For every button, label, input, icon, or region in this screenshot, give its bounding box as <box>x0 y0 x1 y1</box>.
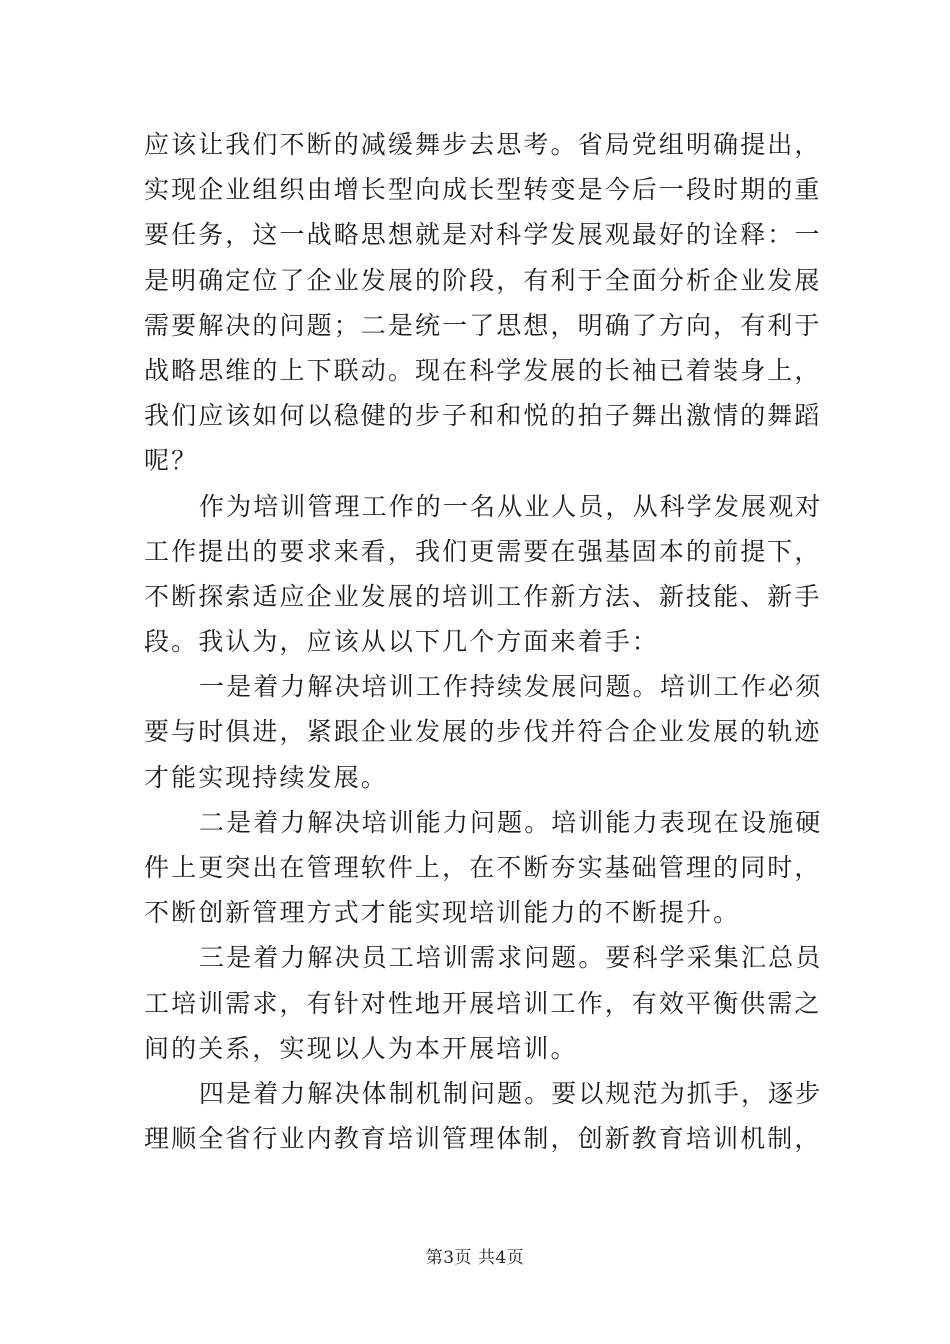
text-line: 一是着力解决培训工作持续发展问题。培训工作必须 <box>199 672 823 702</box>
text-line: 不断探索适应企业发展的培训工作新方法、新技能、新手 <box>144 581 822 611</box>
text-line: 四是着力解决体制机制问题。要以规范为抓手，逐步 <box>199 1078 823 1108</box>
text-line: 才能实现持续发展。 <box>144 762 388 792</box>
text-line: 理顺全省行业内教育培训管理体制，创新教育培训机制， <box>144 1124 822 1154</box>
text-line: 间的关系，实现以人为本开展培训。 <box>144 1033 578 1063</box>
text-line: 段。我认为，应该从以下几个方面来着手： <box>144 627 659 657</box>
text-line: 三是着力解决员工培训需求问题。要科学采集汇总员 <box>199 943 823 973</box>
text-line: 实现企业组织由增长型向成长型转变是今后一段时期的重 <box>144 175 822 205</box>
text-line: 要任务，这一战略思想就是对科学发展观最好的诠释：一 <box>144 220 822 250</box>
text-line: 不断创新管理方式才能实现培训能力的不断提升。 <box>144 898 741 928</box>
text-line: 工培训需求，有针对性地开展培训工作，有效平衡供需之 <box>144 988 822 1018</box>
text-line: 需要解决的问题；二是统一了思想，明确了方向，有利于 <box>144 310 822 340</box>
document-body <box>144 122 823 1161</box>
text-line: 二是着力解决培训能力问题。培训能力表现在设施硬 <box>199 807 823 837</box>
text-line: 件上更突出在管理软件上，在不断夯实基础管理的同时， <box>144 853 822 882</box>
text-line: 是明确定位了企业发展的阶段，有利于全面分析企业发展 <box>144 265 822 295</box>
text-line: 作为培训管理工作的一名从业人员，从科学发展观对 <box>199 491 823 521</box>
text-line: 要与时俱进，紧跟企业发展的步伐并符合企业发展的轨迹 <box>144 717 822 747</box>
page-footer: 第3页 共4页 <box>425 1248 525 1268</box>
text-line: 应该让我们不断的减缓舞步去思考。省局党组明确提出， <box>144 130 822 159</box>
text-line: 工作提出的要求来看，我们更需要在强基固本的前提下， <box>144 536 822 566</box>
text-line: 呢？ <box>144 446 199 476</box>
text-line: 战略思维的上下联动。现在科学发展的长袖已着装身上， <box>144 355 822 385</box>
text-line: 我们应该如何以稳健的步子和和悦的拍子舞出激情的舞蹈 <box>144 401 822 431</box>
